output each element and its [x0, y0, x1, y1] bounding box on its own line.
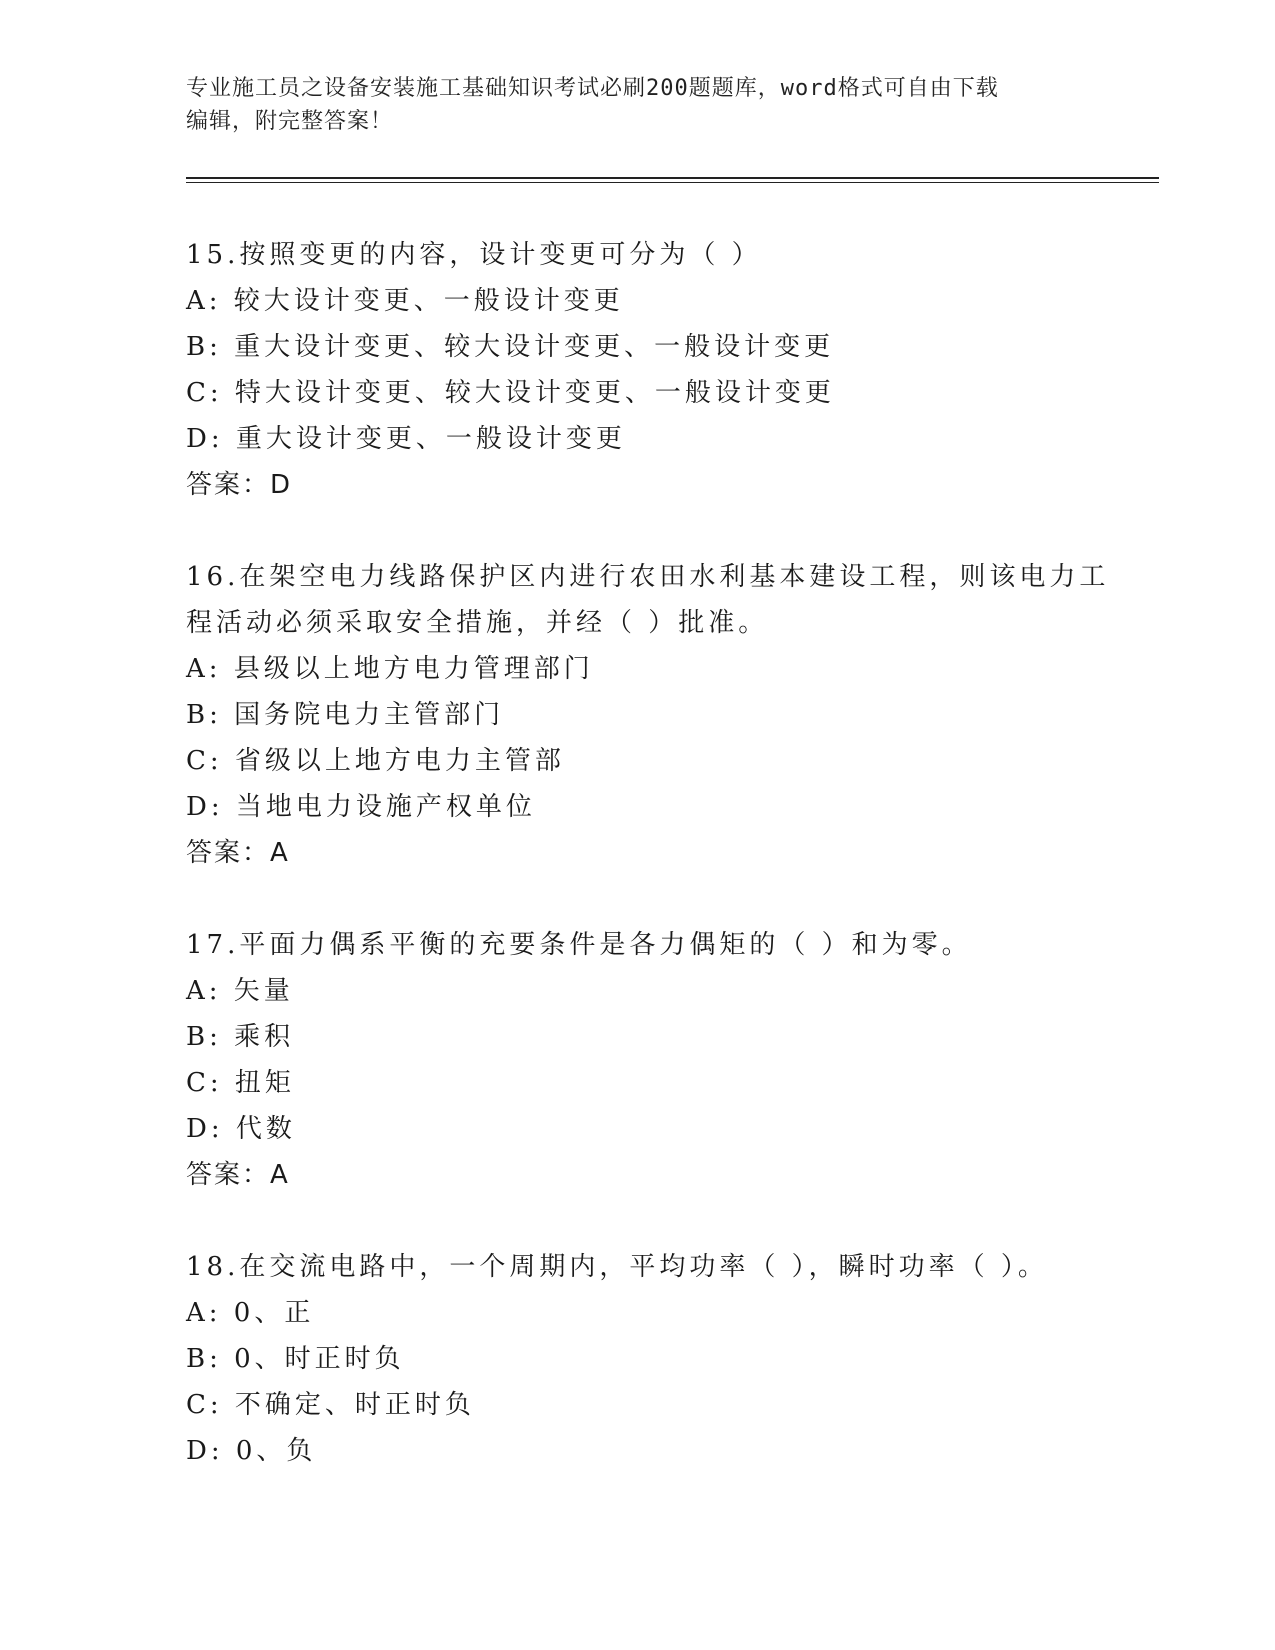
header-divider-thin	[186, 182, 1159, 183]
option-d: D: 重大设计变更、一般设计变更	[186, 424, 626, 454]
header-line-1: 专业施工员之设备安装施工基础知识考试必刷200题题库，word格式可自由下载	[186, 76, 999, 101]
option-b: B: 重大设计变更、较大设计变更、一般设计变更	[186, 332, 835, 362]
header-line-2: 编辑，附完整答案！	[186, 109, 394, 134]
answer: 答案：D	[186, 470, 293, 500]
option-d: D: 0、负	[186, 1436, 317, 1466]
question-stem: 16.在架空电力线路保护区内进行农田水利基本建设工程，则该电力工	[186, 562, 1110, 592]
document-header	[186, 72, 1086, 138]
question-stem-continued: 程活动必须采取安全措施，并经（ ）批准。	[186, 608, 769, 638]
option-b: B: 国务院电力主管部门	[186, 700, 505, 730]
option-c: C: 省级以上地方电力主管部	[186, 746, 565, 776]
question-stem: 17.平面力偶系平衡的充要条件是各力偶矩的（ ）和为零。	[186, 930, 972, 960]
option-b: B: 乘积	[186, 1022, 295, 1052]
option-a: A: 0、正	[186, 1298, 315, 1328]
question-stem: 18.在交流电路中，一个周期内，平均功率（ ），瞬时功率（ ）。	[186, 1252, 1048, 1282]
option-d: D: 代数	[186, 1114, 296, 1144]
question-15	[186, 232, 1086, 508]
question-list	[186, 232, 1110, 1520]
option-d: D: 当地电力设施产权单位	[186, 792, 536, 822]
option-b: B: 0、时正时负	[186, 1344, 405, 1374]
option-c: C: 不确定、时正时负	[186, 1390, 475, 1420]
option-c: C: 扭矩	[186, 1068, 295, 1098]
question-17	[186, 922, 1086, 1198]
option-a: A: 矢量	[186, 976, 294, 1006]
option-c: C: 特大设计变更、较大设计变更、一般设计变更	[186, 378, 835, 408]
question-18	[186, 1244, 1086, 1474]
question-16	[186, 554, 1110, 876]
option-a: A: 县级以上地方电力管理部门	[186, 654, 594, 684]
option-a: A: 较大设计变更、一般设计变更	[186, 286, 624, 316]
question-stem: 15.按照变更的内容，设计变更可分为（ ）	[186, 240, 762, 270]
answer: 答案：A	[186, 838, 290, 868]
answer: 答案：A	[186, 1160, 290, 1190]
header-divider-thick	[186, 177, 1159, 179]
